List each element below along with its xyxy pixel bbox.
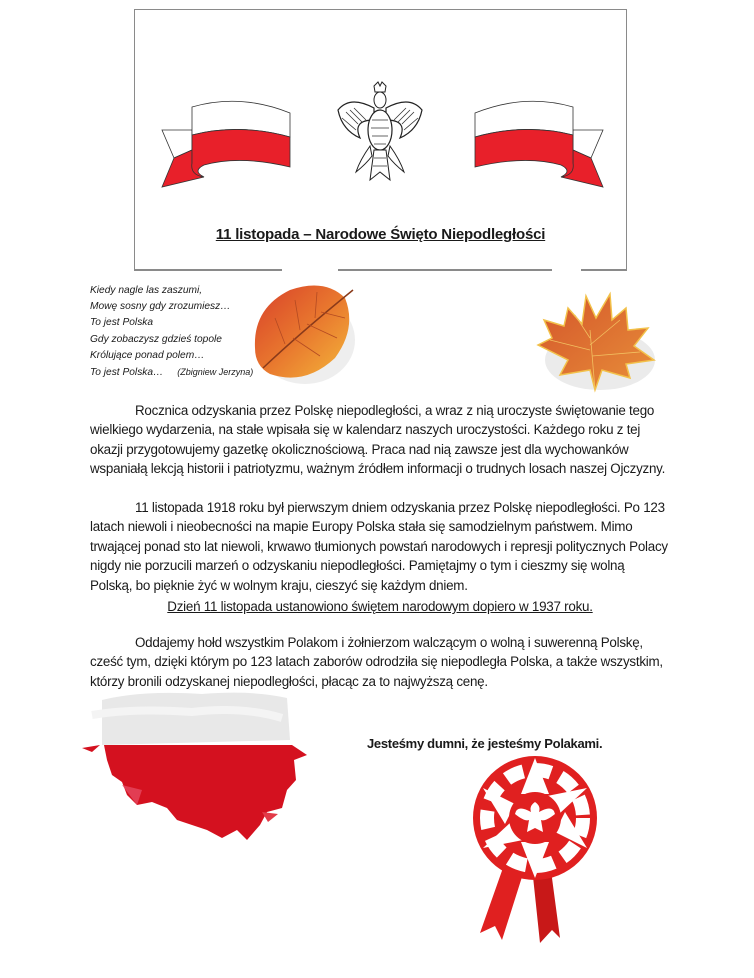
poem-line: Mowę sosny gdy zrozumiesz… — [90, 301, 231, 313]
maple-leaf-icon — [530, 290, 660, 400]
header-frame-bottom-segment — [338, 269, 552, 271]
flag-ribbon-left-icon — [160, 95, 320, 195]
poem-line: Kiedy nagle las zaszumi, — [90, 285, 203, 296]
poem-author: (Zbigniew Jerzyna) — [177, 367, 254, 378]
closing-statement: Jesteśmy dumni, że jesteśmy Polakami. — [367, 736, 603, 751]
poland-flag-map-icon — [82, 690, 312, 850]
paragraph-1937: Dzień 11 listopada ustanowiono świętem narodowym dopiero w 1937 roku. — [167, 599, 593, 614]
polish-eagle-emblem-icon — [330, 80, 430, 190]
poem-line: To jest Polska — [90, 317, 154, 329]
paragraph-anniversary: Rocznica odzyskania przez Polskę niepodległości, a wraz z nią uroczyste świętowanie tego wielkiego wydarzenia, na stałe wpisała się w kalendarz naszych uroczystości. Każdego roku z tej okazji przygotowujemy gazetkę okolicznościową. Praca nad nią zawsze jest dla wychowanków wspaniałą lekcją historii i patriotyzmu, ważnym źródłem informacji o trudnych losach naszej Ojczyzny. — [90, 403, 666, 477]
header-frame-bottom-segment — [581, 269, 627, 271]
paragraph-tribute: Oddajemy hołd wszystkim Polakom i żołnierzom walczącym o wolną i suwerenną Polskę, cześć tym, dzięki którym po 123 latach zaborów odrodziła się niepodległa Polska, a także wszystkim, którzy bronili odzyskanej niepodległości, płacąc za to najwyższą cenę. — [90, 635, 663, 689]
autumn-leaf-icon — [245, 278, 360, 388]
page-title: 11 listopada – Narodowe Święto Niepodległości — [215, 226, 546, 243]
flag-ribbon-right-icon — [445, 95, 605, 195]
poem — [90, 283, 253, 381]
header-frame-bottom-segment — [134, 269, 282, 271]
paragraph-1918: 11 listopada 1918 roku był pierwszym dniem odzyskania przez Polskę niepodległości. Po 123 latach niewoli i nieobecności na mapie Europy Polska stała się samodzielnym państwem. Mimo trwającej ponad sto lat niewoli, krwawo tłumionych powstań narodowych i represji politycznych Polacy nigdy nie porzucili marzeń o odzyskaniu niepodległości. Pamiętajmy o tym i cieszmy się wolną Polską, bo pięknie żyć w wolnym kraju, cieszyć się każdym dniem. — [90, 500, 668, 593]
poem-line: To jest Polska… — [90, 367, 164, 379]
national-cockade-icon — [440, 748, 600, 948]
poem-line: Królujące ponad polem… — [90, 349, 205, 361]
poem-line: Gdy zobaczysz gdzieś topole — [90, 333, 222, 345]
